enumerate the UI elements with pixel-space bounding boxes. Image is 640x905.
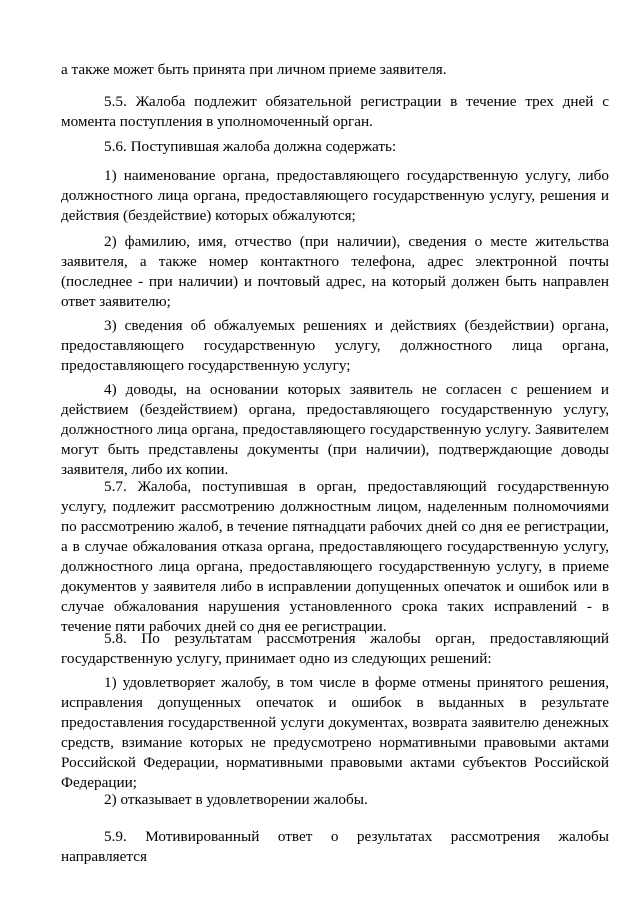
paragraph-continuation: а также может быть принята при личном приеме заявителя. bbox=[61, 61, 447, 78]
list-item-3-appealed-decisions: 3) сведения об обжалуемых решениях и действиях (бездействии) органа, предоставляющего государственную услугу, должностного лица органа, предоставляющего государственную услугу; bbox=[61, 317, 609, 374]
paragraph-5-5: 5.5. Жалоба подлежит обязательной регистрации в течение трех дней с момента поступления в уполномоченный орган. bbox=[61, 93, 609, 130]
paragraph-5-8: 5.8. По результатам рассмотрения жалобы орган, предоставляющий государственную услугу, принимает одно из следующих решений: bbox=[61, 630, 609, 667]
list-item-1-organ-name: 1) наименование органа, предоставляющего государственную услугу, либо должностного лица органа, предоставляющего государственную услугу, решения и действия (бездействие) которых обжалуются; bbox=[61, 167, 609, 224]
decision-item-1-satisfy: 1) удовлетворяет жалобу, в том числе в форме отмены принятого решения, исправления допущенных опечаток и ошибок в выданных в результате предоставления государственной услуги документах, возврата заявителю денежных средств, взимание которых не предусмотрено нормативными правовыми актами Российской Федерации, нормативными правовыми актами субъектов Российской Федерации; bbox=[61, 674, 609, 791]
paragraph-5-6: 5.6. Поступившая жалоба должна содержать: bbox=[104, 138, 397, 155]
list-item-2-applicant-details: 2) фамилию, имя, отчество (при наличии), сведения о месте жительства заявителя, а также номер контактного телефона, адрес электронной почты (последнее - при наличии) и почтовый адрес, на который должен быть направлен ответ заявителю; bbox=[61, 233, 609, 310]
list-item-4-arguments: 4) доводы, на основании которых заявитель не согласен с решением и действием (бездействием) органа, предоставляющего государственную услугу, должностного лица органа, предоставляющего государственную услугу. Заявителем могут быть представлены документы (при наличии), подтверждающие доводы заявителя, либо их копии. bbox=[61, 381, 609, 478]
paragraph-5-9: 5.9. Мотивированный ответ о результатах рассмотрения жалобы направляется bbox=[61, 828, 609, 865]
paragraph-5-7: 5.7. Жалоба, поступившая в орган, предоставляющий государственную услугу, подлежит рассмотрению должностным лицом, наделенным полномочиями по рассмотрению жалоб, в течение пятнадцати рабочих дней со дня ее регистрации, а в случае обжалования отказа органа, предоставляющего государственную услугу, должностного лица органа, предоставляющего государственную услугу, в приеме документов у заявителя либо в исправлении допущенных опечаток и ошибок или в случае обжалования нарушения установленного срока таких исправлений - в течение пяти рабочих дней со дня ее регистрации. bbox=[61, 478, 609, 635]
decision-item-2-refuse: 2) отказывает в удовлетворении жалобы. bbox=[104, 791, 368, 808]
